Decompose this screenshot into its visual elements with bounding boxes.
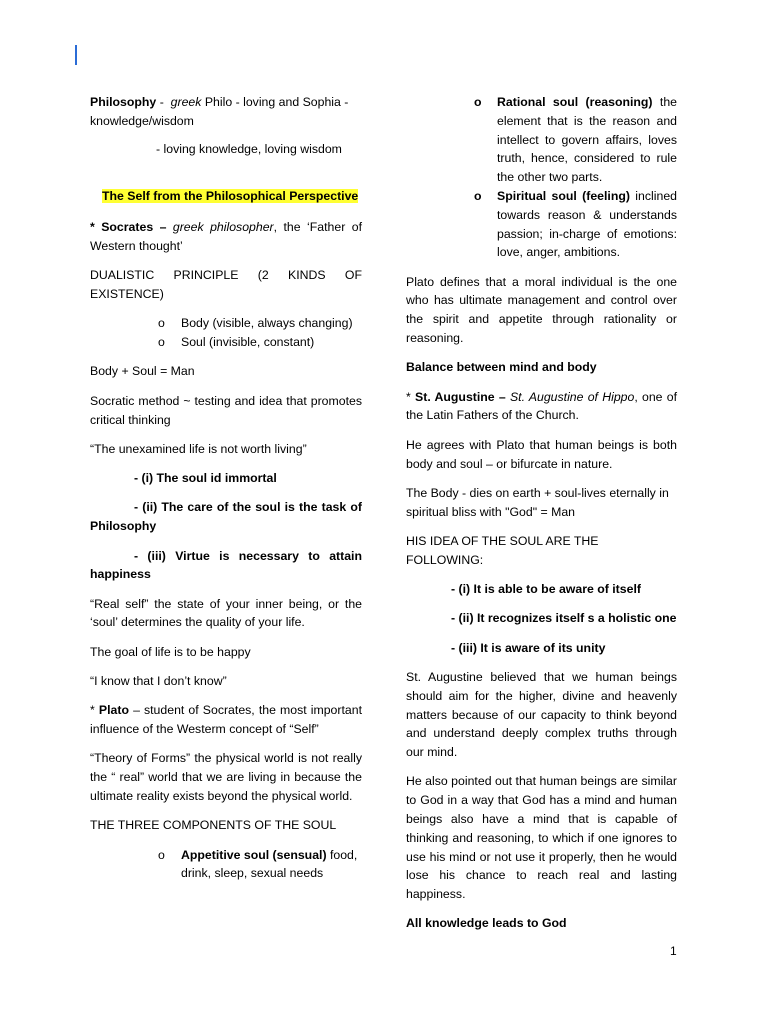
plato-defines: Plato defines that a moral individual is the one who has ultimate management and control over the spirit and appetite through rationality or reasoning. [406,274,677,346]
page-number: 1 [670,944,677,958]
body-dies-paragraph: The Body - dies on earth + soul-lives eternally in spiritual bliss with "God" = Man [406,485,669,519]
idea-heading: HIS IDEA OF THE SOUL ARE THE FOLLOWING: [406,533,599,567]
left-column [90,93,362,883]
socratic-method: Socratic method ~ testing and idea that promotes critical thinking [90,393,362,427]
dualistic-principle: DUALISTIC PRINCIPLE (2 KINDS OF EXISTENCE) [90,268,362,302]
know-quote: “I know that I don’t know” [90,674,227,689]
real-self: “Real self” the state of your inner being, or the ‘soul’ determines the quality of your life. [90,596,362,630]
section-heading: The Self from the Philosophical Perspective [102,189,359,204]
all-knowledge: All knowledge leads to God [406,916,567,931]
point-3: - (iii) Virtue is necessary to attain happiness [90,548,362,582]
goal-line: The goal of life is to be happy [90,644,251,659]
theory-of-forms: “Theory of Forms” the physical world is not really the “ real” world that we are living in because the ultimate reality exists beyond the physical world. [90,751,362,804]
idea-2: - (ii) It recognizes itself s a holistic one [451,611,677,626]
list-item: o Rational soul (reasoning) the element that is the reason and intellect to govern affairs, loves truth, hence, considered to rule the other two parts. [474,95,677,185]
idea-1: - (i) It is able to be aware of itself [451,582,641,597]
augustine-paragraph: * St. Augustine – St. Augustine of Hippo, one of the Latin Fathers of the Church. [406,389,678,423]
balance-heading: Balance between mind and body [406,360,597,375]
text-cursor [75,45,77,65]
idea-3: - (iii) It is aware of its unity [451,640,606,655]
list-item: o Spiritual soul (feeling) inclined towards reason & understands passion; in-charge of emotions: love, anger, ambitions. [474,188,678,260]
list-item: o Soul (invisible, constant) [158,335,315,350]
believed-paragraph: St. Augustine believed that we human beings should aim for the higher, divine and heavenly matters because of our capacity to think beyond and understand deeply complex truths through our mind. [406,669,677,760]
pointed-paragraph: He also pointed out that human beings are similar to God in a way that God has a mind and human beings also have a mind that is capable of thinking and reasoning, to which if one ignores to use his mind or not use it properly, then he would lose his chance to reach real and lasting happiness. [406,774,677,902]
point-2: - (ii) The care of the soul is the task of Philosophy [90,500,362,534]
right-column [406,93,677,944]
plato-paragraph: * Plato – student of Socrates, the most important influence of the Westerm concept of “Self” [90,703,363,737]
agrees-paragraph: He agrees with Plato that human beings is both body and soul – or bifurcate in nature. [406,437,677,471]
loving-line: - loving knowledge, loving wisdom [156,141,342,156]
socrates-paragraph: * Socrates – greek philosopher, the ‘Father of Western thought’ [90,220,362,253]
list-item: o Body (visible, always changing) [158,316,353,331]
three-components: THE THREE COMPONENTS OF THE SOUL [90,818,337,833]
list-item: o Appetitive soul (sensual) food, drink, sleep, sexual needs [158,847,358,881]
philosophy-definition: Philosophy - greek Philo - loving and Sophia - knowledge/wisdom [90,95,349,128]
point-1: - (i) The soul id immortal [134,471,277,486]
unexamined-quote: “The unexamined life is not worth living” [90,441,307,456]
body-soul-line: Body + Soul = Man [90,364,195,379]
